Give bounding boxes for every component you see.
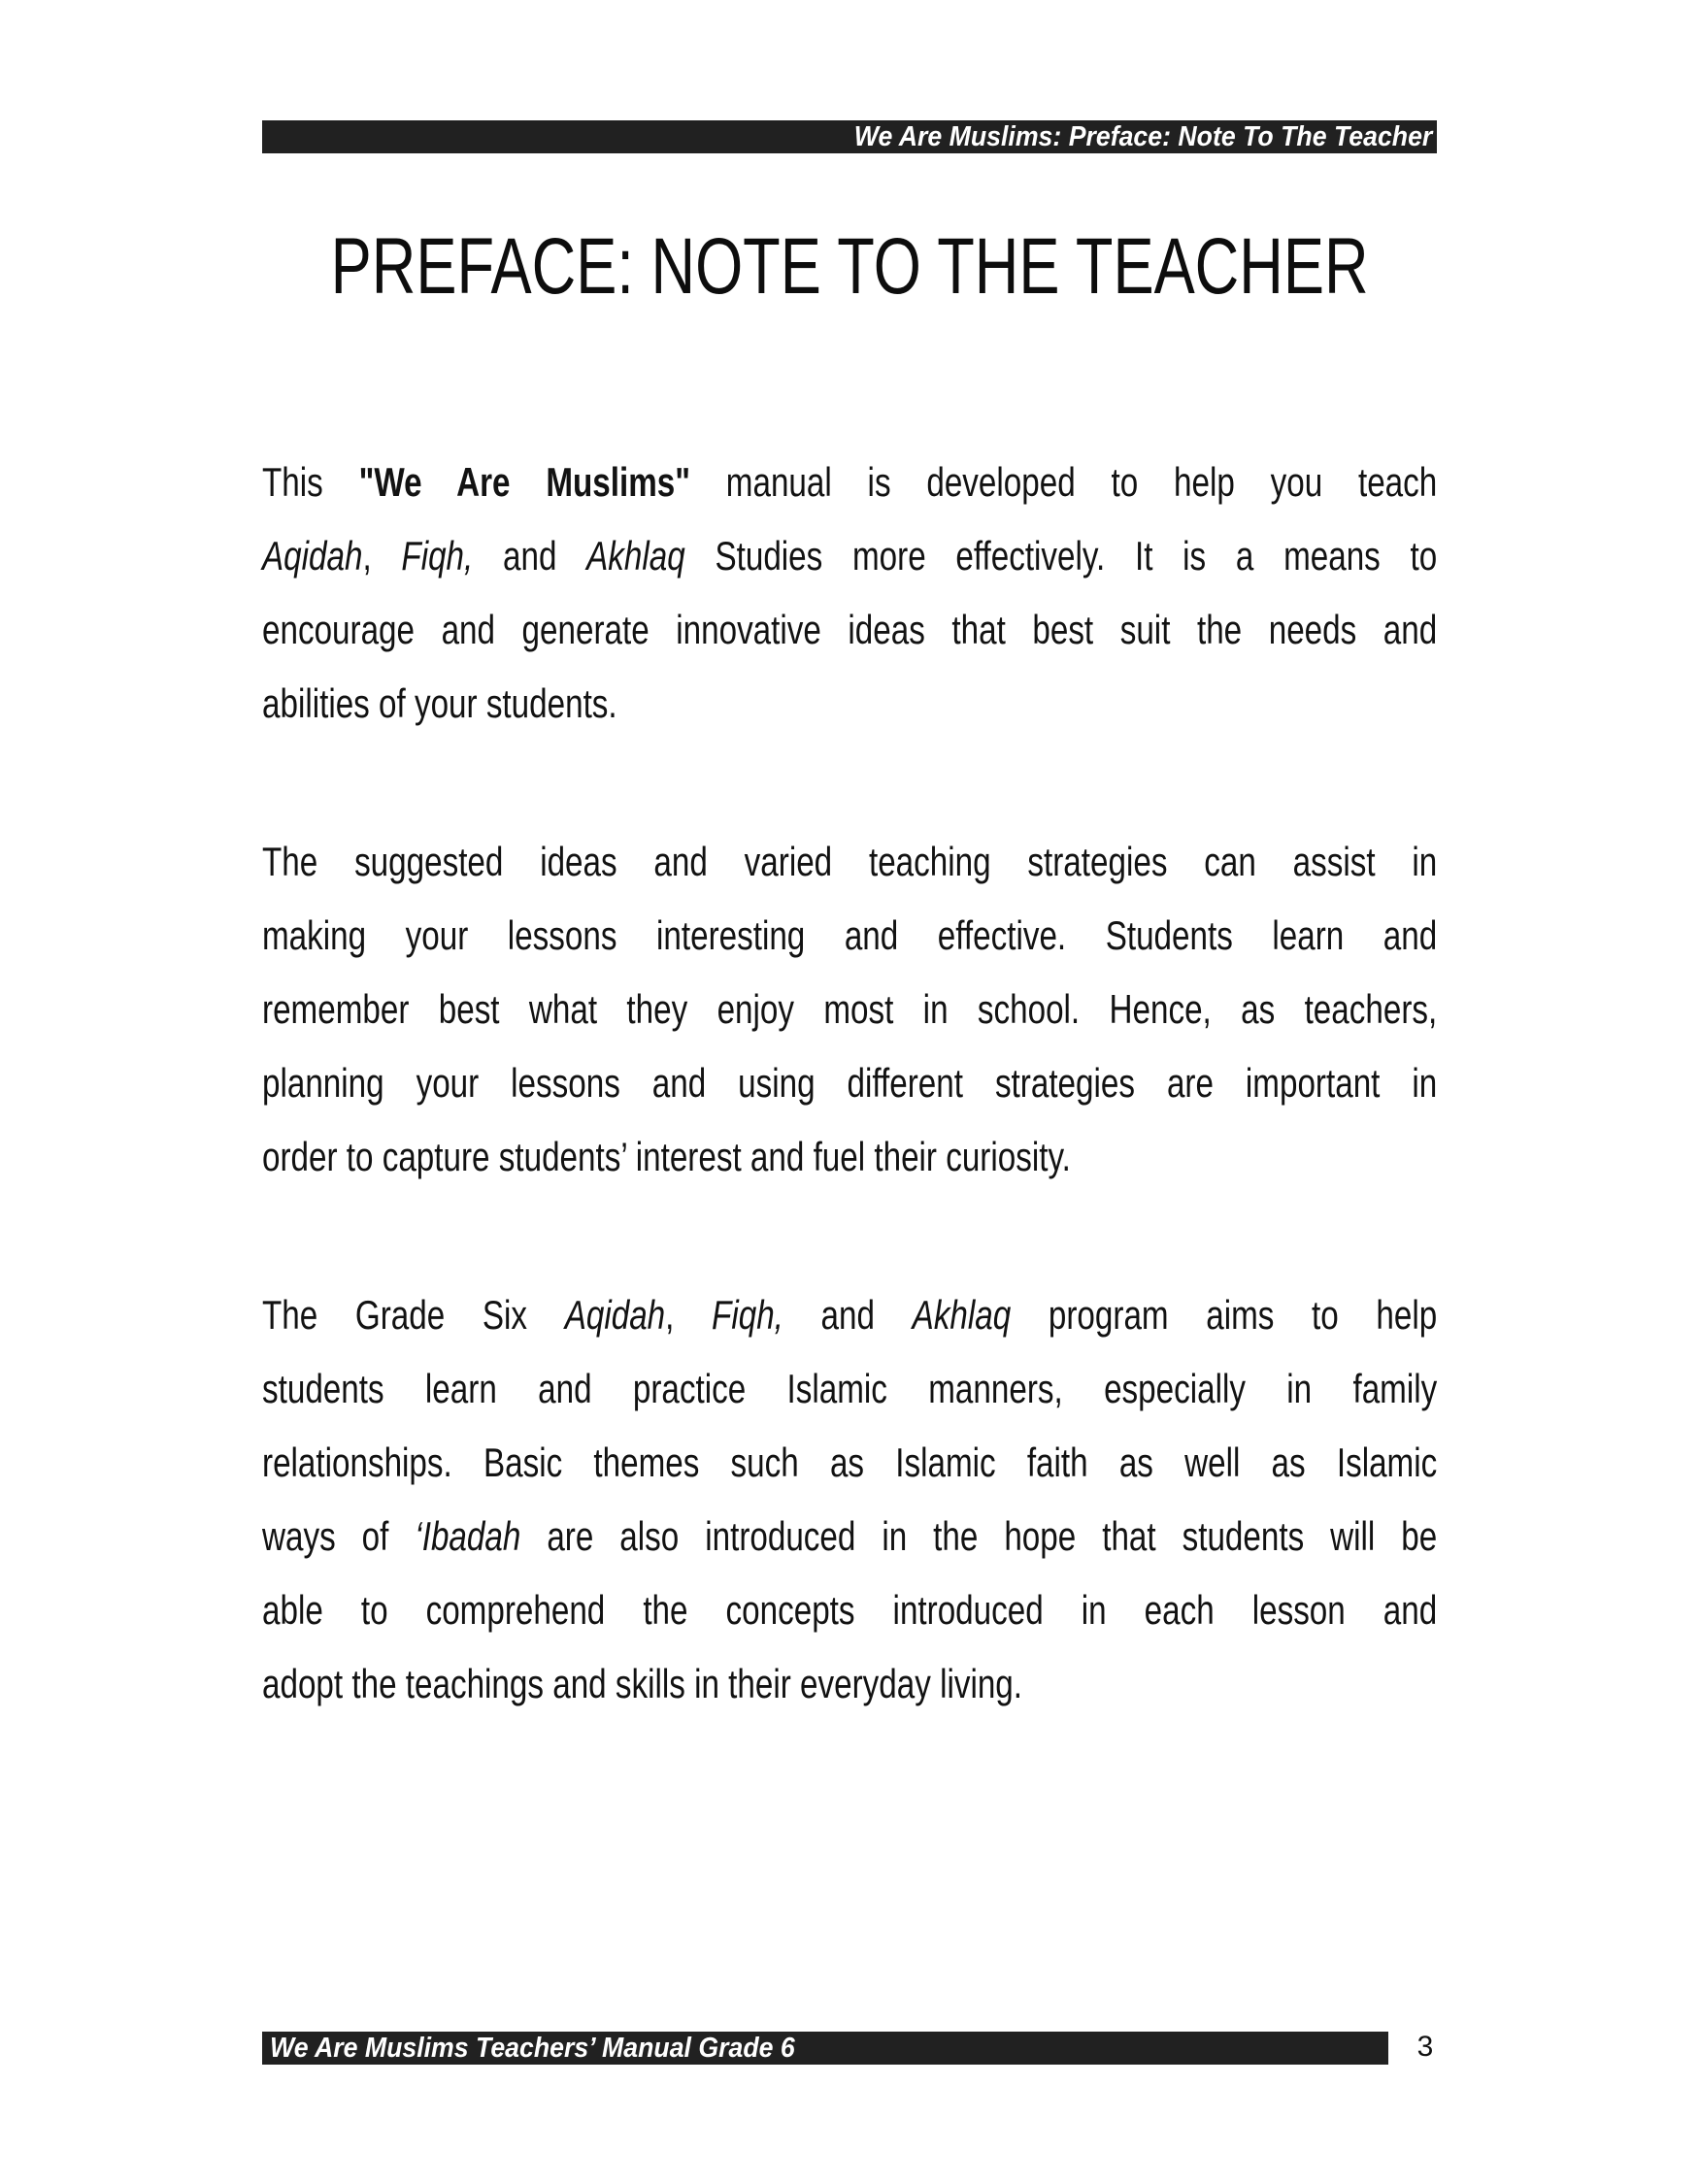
text-segment: ways of <box>262 1513 416 1559</box>
text-segment: Studies more effectively. It is a means to <box>684 533 1438 579</box>
page-title: PREFACE: NOTE TO THE TEACHER <box>330 222 1369 311</box>
text-line <box>262 973 1437 1046</box>
text-segment: relationships. Basic themes such as Islamic faith as well as Islamic <box>262 1439 1438 1485</box>
text-segment: and <box>473 533 587 579</box>
text-line <box>262 1046 1437 1120</box>
text-line <box>262 1120 1437 1194</box>
text-line <box>262 1426 1437 1500</box>
text-segment: remember best what they enjoy most in school. Hence, as teachers, <box>262 986 1438 1032</box>
text-segment: order to capture students’ interest and fuel their curiosity. <box>262 1134 1071 1179</box>
text-segment: Fiqh, <box>712 1292 783 1338</box>
text-segment: adopt the teachings and skills in their everyday living. <box>262 1661 1023 1706</box>
text-line <box>262 593 1437 667</box>
page-number: 3 <box>1416 2031 1434 2063</box>
text-segment: program aims to help <box>1011 1292 1438 1338</box>
text-segment: abilities of your students. <box>262 680 617 726</box>
page-title-row <box>0 221 1699 313</box>
page-header-bar <box>262 120 1437 153</box>
text-line <box>262 667 1437 741</box>
text-line <box>262 899 1437 973</box>
text-line <box>262 1573 1437 1647</box>
text-segment: Aqidah <box>564 1292 666 1338</box>
text-segment: Akhlaq <box>586 533 685 579</box>
text-line <box>262 446 1437 519</box>
text-segment: The suggested ideas and varied teaching strategies can assist in <box>262 839 1438 884</box>
text-segment: "We Are Muslims" <box>358 459 690 505</box>
preface-body <box>262 446 1437 1805</box>
text-segment: able to comprehend the concepts introduced in each lesson and <box>262 1587 1438 1633</box>
paragraph <box>262 446 1437 741</box>
page-footer-bar <box>262 2032 1388 2065</box>
text-segment: Fiqh, <box>401 533 474 579</box>
footer-running-title: We Are Muslims Teachers’ Manual Grade 6 <box>270 2032 795 2064</box>
text-segment: are also introduced in the hope that students will be <box>520 1513 1438 1559</box>
text-segment: This <box>262 459 359 505</box>
text-segment: Akhlaq <box>912 1292 1012 1338</box>
header-running-title: We Are Muslims: Preface: Note To The Teacher <box>853 120 1432 152</box>
paragraph <box>262 1278 1437 1721</box>
text-line <box>262 1352 1437 1426</box>
text-segment: making your lessons interesting and effective. Students learn and <box>262 912 1438 958</box>
text-segment: ‘Ibadah <box>415 1513 521 1559</box>
text-line <box>262 1278 1437 1352</box>
text-line <box>262 519 1437 593</box>
text-segment: students learn and practice Islamic manners, especially in family <box>262 1366 1438 1411</box>
paragraph <box>262 825 1437 1194</box>
text-segment: , <box>362 533 402 579</box>
text-segment: Aqidah <box>262 533 363 579</box>
text-segment: , <box>665 1292 713 1338</box>
text-segment: planning your lessons and using different strategies are important in <box>262 1060 1438 1106</box>
text-segment: The Grade Six <box>262 1292 565 1338</box>
text-line <box>262 1647 1437 1721</box>
text-line <box>262 1500 1437 1573</box>
text-segment: manual is developed to help you teach <box>689 459 1438 505</box>
text-segment: and <box>783 1292 913 1338</box>
text-segment: encourage and generate innovative ideas that best suit the needs and <box>262 607 1438 652</box>
text-line <box>262 825 1437 899</box>
